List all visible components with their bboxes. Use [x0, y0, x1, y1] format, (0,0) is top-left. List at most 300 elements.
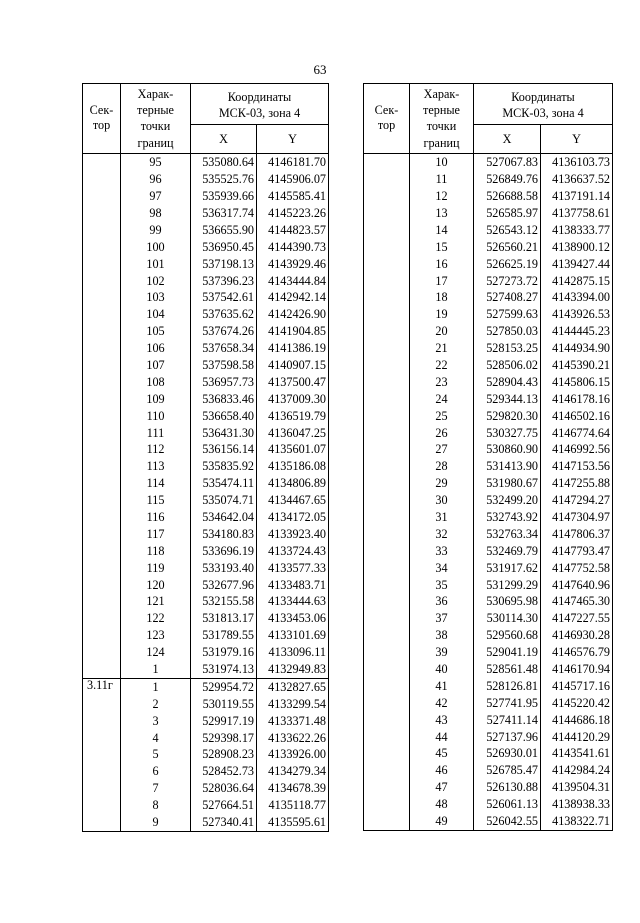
y-cell: 4146930.28: [541, 627, 613, 644]
header-x: X: [474, 124, 541, 153]
x-cell: 536156.14: [191, 441, 257, 458]
table-row: [83, 475, 329, 492]
x-cell: 535080.64: [191, 153, 257, 170]
sector-cell: [364, 475, 410, 492]
y-cell: 4147153.56: [541, 458, 613, 475]
y-cell: 4147304.97: [541, 509, 613, 526]
y-cell: 4141386.19: [257, 340, 329, 357]
y-cell: 4142942.14: [257, 289, 329, 306]
table-row: [83, 171, 329, 188]
y-cell: 4133453.06: [257, 610, 329, 627]
table-row: [83, 644, 329, 661]
x-cell: 536658.40: [191, 407, 257, 424]
x-cell: 527067.83: [474, 153, 541, 170]
point-cell: 102: [121, 272, 191, 289]
sector-cell: [83, 255, 121, 272]
x-cell: 528908.23: [191, 746, 257, 763]
point-cell: 115: [121, 492, 191, 509]
sector-cell: [83, 306, 121, 323]
sector-cell: [83, 390, 121, 407]
sector-cell: [83, 593, 121, 610]
header-y: Y: [541, 124, 613, 153]
table-body-right: [364, 153, 613, 830]
y-cell: 4142875.15: [541, 272, 613, 289]
point-cell: 98: [121, 205, 191, 222]
point-cell: 99: [121, 222, 191, 239]
y-cell: 4143444.84: [257, 272, 329, 289]
y-cell: 4137758.61: [541, 205, 613, 222]
y-cell: 4147793.47: [541, 542, 613, 559]
x-cell: 537396.23: [191, 272, 257, 289]
y-cell: 4133724.43: [257, 542, 329, 559]
y-cell: 4138938.33: [541, 796, 613, 813]
table-row: [364, 492, 613, 509]
sector-cell: [364, 694, 410, 711]
y-cell: 4144934.90: [541, 340, 613, 357]
table-row: [83, 576, 329, 593]
point-cell: 119: [121, 559, 191, 576]
y-cell: 4138322.71: [541, 813, 613, 830]
point-cell: 97: [121, 188, 191, 205]
point-cell: 38: [410, 627, 474, 644]
point-cell: 116: [121, 509, 191, 526]
y-cell: 4133299.54: [257, 695, 329, 712]
sector-cell: [83, 559, 121, 576]
x-cell: 532677.96: [191, 576, 257, 593]
point-cell: 29: [410, 475, 474, 492]
table-row: [364, 357, 613, 374]
table-row: [83, 205, 329, 222]
sector-cell: [364, 153, 410, 170]
y-cell: 4137009.30: [257, 390, 329, 407]
table-row: [83, 526, 329, 543]
y-cell: 4135601.07: [257, 441, 329, 458]
y-cell: 4145220.42: [541, 694, 613, 711]
x-cell: 535835.92: [191, 458, 257, 475]
sector-cell: [364, 238, 410, 255]
sector-cell: [364, 272, 410, 289]
table-row: [83, 627, 329, 644]
page-number: 63: [313, 62, 327, 77]
x-cell: 526785.47: [474, 762, 541, 779]
table-row: [364, 779, 613, 796]
x-cell: 528452.73: [191, 763, 257, 780]
y-cell: 4133444.63: [257, 593, 329, 610]
header-sector: Сек- тор: [83, 84, 121, 154]
point-cell: 33: [410, 542, 474, 559]
table-row: [364, 559, 613, 576]
point-cell: 49: [410, 813, 474, 830]
x-cell: 530327.75: [474, 424, 541, 441]
sector-cell: [83, 492, 121, 509]
point-cell: 8: [121, 797, 191, 814]
y-cell: 4133096.11: [257, 644, 329, 661]
table-row: [83, 188, 329, 205]
y-cell: 4133923.40: [257, 526, 329, 543]
table-row: [83, 678, 329, 695]
point-cell: 13: [410, 205, 474, 222]
table-row: [364, 205, 613, 222]
point-cell: 30: [410, 492, 474, 509]
x-cell: 534180.83: [191, 526, 257, 543]
sector-cell: [364, 458, 410, 475]
x-cell: 536950.45: [191, 238, 257, 255]
point-cell: 25: [410, 407, 474, 424]
sector-cell: [364, 390, 410, 407]
table-row: [83, 357, 329, 374]
x-cell: 530119.55: [191, 695, 257, 712]
sector-cell: [83, 374, 121, 391]
y-cell: 4136519.79: [257, 407, 329, 424]
x-cell: 527137.96: [474, 728, 541, 745]
table-row: [83, 492, 329, 509]
table-row: [83, 272, 329, 289]
x-cell: 532499.20: [474, 492, 541, 509]
point-cell: 35: [410, 576, 474, 593]
x-cell: 535525.76: [191, 171, 257, 188]
table-row: [83, 797, 329, 814]
header-x: X: [191, 124, 257, 153]
sector-cell: [83, 153, 121, 170]
x-cell: 526130.88: [474, 779, 541, 796]
sector-cell: [364, 644, 410, 661]
y-cell: 4135118.77: [257, 797, 329, 814]
sector-cell: [83, 542, 121, 559]
point-cell: 9: [121, 814, 191, 831]
table-row: [83, 390, 329, 407]
table-row: [364, 323, 613, 340]
sector-cell: [364, 357, 410, 374]
sector-cell: [364, 441, 410, 458]
point-cell: 118: [121, 542, 191, 559]
point-cell: 7: [121, 780, 191, 797]
table-row: [364, 289, 613, 306]
point-cell: 95: [121, 153, 191, 170]
y-cell: 4143929.46: [257, 255, 329, 272]
x-cell: 530114.30: [474, 610, 541, 627]
y-cell: 4146576.79: [541, 644, 613, 661]
y-cell: 4146992.56: [541, 441, 613, 458]
sector-cell: [83, 695, 121, 712]
x-cell: 535939.66: [191, 188, 257, 205]
y-cell: 4133101.69: [257, 627, 329, 644]
x-cell: 536655.90: [191, 222, 257, 239]
point-cell: 40: [410, 661, 474, 678]
point-cell: 106: [121, 340, 191, 357]
table-row: [364, 424, 613, 441]
table-row: [364, 374, 613, 391]
table-row: [83, 509, 329, 526]
y-cell: 4144120.29: [541, 728, 613, 745]
point-cell: 3: [121, 712, 191, 729]
y-cell: 4147465.30: [541, 593, 613, 610]
sector-cell: 3.11г: [83, 678, 121, 695]
table-row: [364, 526, 613, 543]
x-cell: 529344.13: [474, 390, 541, 407]
table-row: [83, 610, 329, 627]
sector-cell: [83, 644, 121, 661]
table-row: [83, 593, 329, 610]
point-cell: 24: [410, 390, 474, 407]
point-cell: 103: [121, 289, 191, 306]
sector-cell: [83, 610, 121, 627]
y-cell: 4144390.73: [257, 238, 329, 255]
point-cell: 112: [121, 441, 191, 458]
point-cell: 121: [121, 593, 191, 610]
table-row: [364, 762, 613, 779]
x-cell: 527273.72: [474, 272, 541, 289]
y-cell: 4134678.39: [257, 780, 329, 797]
x-cell: 528561.48: [474, 661, 541, 678]
table-row: [364, 458, 613, 475]
x-cell: 537635.62: [191, 306, 257, 323]
x-cell: 526688.58: [474, 188, 541, 205]
y-cell: 4139504.31: [541, 779, 613, 796]
x-cell: 527340.41: [191, 814, 257, 831]
point-cell: 10: [410, 153, 474, 170]
point-cell: 20: [410, 323, 474, 340]
point-cell: 39: [410, 644, 474, 661]
table-row: [364, 188, 613, 205]
sector-cell: [364, 323, 410, 340]
point-cell: 28: [410, 458, 474, 475]
table-row: [364, 475, 613, 492]
point-cell: 45: [410, 745, 474, 762]
sector-cell: [364, 289, 410, 306]
y-cell: 4145223.26: [257, 205, 329, 222]
y-cell: 4144445.23: [541, 323, 613, 340]
point-cell: 19: [410, 306, 474, 323]
sector-cell: [364, 374, 410, 391]
y-cell: 4138900.12: [541, 238, 613, 255]
y-cell: 4141904.85: [257, 323, 329, 340]
x-cell: 531813.17: [191, 610, 257, 627]
table-row: [364, 340, 613, 357]
header-sector: Сек- тор: [364, 84, 410, 154]
table-row: [364, 272, 613, 289]
table-row: [364, 509, 613, 526]
x-cell: 528506.02: [474, 357, 541, 374]
x-cell: 527599.63: [474, 306, 541, 323]
point-cell: 107: [121, 357, 191, 374]
header-y: Y: [257, 124, 329, 153]
sector-cell: [83, 627, 121, 644]
point-cell: 23: [410, 374, 474, 391]
y-cell: 4134172.05: [257, 509, 329, 526]
sector-cell: [364, 661, 410, 678]
y-cell: 4146178.16: [541, 390, 613, 407]
sector-cell: [83, 171, 121, 188]
x-cell: 536957.73: [191, 374, 257, 391]
sector-cell: [83, 205, 121, 222]
header-coordinates: Координаты МСК-03, зона 4: [474, 84, 613, 125]
x-cell: 536833.46: [191, 390, 257, 407]
sector-cell: [364, 542, 410, 559]
sector-cell: [364, 509, 410, 526]
y-cell: 4133371.48: [257, 712, 329, 729]
y-cell: 4143541.61: [541, 745, 613, 762]
table-row: [364, 678, 613, 695]
point-cell: 48: [410, 796, 474, 813]
y-cell: 4145906.07: [257, 171, 329, 188]
x-cell: 532743.92: [474, 509, 541, 526]
table-row: [364, 441, 613, 458]
x-cell: 537598.58: [191, 357, 257, 374]
x-cell: 527741.95: [474, 694, 541, 711]
table-row: [83, 559, 329, 576]
table-row: [364, 576, 613, 593]
sector-cell: [364, 796, 410, 813]
y-cell: 4145585.41: [257, 188, 329, 205]
sector-cell: [364, 222, 410, 239]
table-row: [364, 390, 613, 407]
sector-cell: [364, 593, 410, 610]
x-cell: 533696.19: [191, 542, 257, 559]
sector-cell: [83, 357, 121, 374]
table-row: [364, 255, 613, 272]
point-cell: 111: [121, 424, 191, 441]
sector-cell: [83, 509, 121, 526]
sector-cell: [364, 711, 410, 728]
point-cell: 44: [410, 728, 474, 745]
sector-cell: [83, 780, 121, 797]
point-cell: 34: [410, 559, 474, 576]
sector-cell: [364, 745, 410, 762]
sector-cell: [364, 340, 410, 357]
y-cell: 4132827.65: [257, 678, 329, 695]
sector-cell: [364, 526, 410, 543]
x-cell: 534642.04: [191, 509, 257, 526]
table-row: [83, 424, 329, 441]
point-cell: 12: [410, 188, 474, 205]
sector-cell: [83, 340, 121, 357]
y-cell: 4134467.65: [257, 492, 329, 509]
x-cell: 532763.34: [474, 526, 541, 543]
sector-cell: [83, 407, 121, 424]
table-row: [83, 746, 329, 763]
x-cell: 530695.98: [474, 593, 541, 610]
point-cell: 104: [121, 306, 191, 323]
sector-cell: [83, 661, 121, 678]
y-cell: 4144823.57: [257, 222, 329, 239]
table-row: [364, 644, 613, 661]
y-cell: 4133577.33: [257, 559, 329, 576]
coordinates-table-left: [82, 83, 329, 832]
point-cell: 117: [121, 526, 191, 543]
x-cell: 526061.13: [474, 796, 541, 813]
sector-cell: [364, 188, 410, 205]
table-row: [364, 661, 613, 678]
point-cell: 2: [121, 695, 191, 712]
table-row: [364, 728, 613, 745]
y-cell: 4134806.89: [257, 475, 329, 492]
x-cell: 530860.90: [474, 441, 541, 458]
x-cell: 531413.90: [474, 458, 541, 475]
sector-cell: [364, 627, 410, 644]
x-cell: 529041.19: [474, 644, 541, 661]
point-cell: 11: [410, 171, 474, 188]
table-row: [83, 712, 329, 729]
point-cell: 109: [121, 390, 191, 407]
x-cell: 528153.25: [474, 340, 541, 357]
table-row: [83, 780, 329, 797]
y-cell: 4133926.00: [257, 746, 329, 763]
table-row: [83, 695, 329, 712]
sector-cell: [83, 238, 121, 255]
table-row: [364, 610, 613, 627]
table-row: [83, 661, 329, 678]
y-cell: 4133622.26: [257, 729, 329, 746]
y-cell: 4147255.88: [541, 475, 613, 492]
sector-cell: [83, 222, 121, 239]
point-cell: 17: [410, 272, 474, 289]
sector-cell: [364, 306, 410, 323]
table-row: [364, 407, 613, 424]
x-cell: 527850.03: [474, 323, 541, 340]
point-cell: 21: [410, 340, 474, 357]
sector-cell: [364, 610, 410, 627]
y-cell: 4136103.73: [541, 153, 613, 170]
table-row: [83, 407, 329, 424]
point-cell: 108: [121, 374, 191, 391]
point-cell: 6: [121, 763, 191, 780]
table-row: [83, 289, 329, 306]
table-row: [364, 694, 613, 711]
header-points: Харак- терные точки границ: [410, 84, 474, 154]
x-cell: 532469.79: [474, 542, 541, 559]
point-cell: 32: [410, 526, 474, 543]
sector-cell: [83, 729, 121, 746]
point-cell: 18: [410, 289, 474, 306]
sector-cell: [83, 272, 121, 289]
table-row: [83, 306, 329, 323]
table-row: [83, 153, 329, 170]
x-cell: 537674.26: [191, 323, 257, 340]
y-cell: 4142426.90: [257, 306, 329, 323]
point-cell: 43: [410, 711, 474, 728]
point-cell: 22: [410, 357, 474, 374]
y-cell: 4145717.16: [541, 678, 613, 695]
sector-cell: [364, 779, 410, 796]
y-cell: 4134279.34: [257, 763, 329, 780]
point-cell: 110: [121, 407, 191, 424]
x-cell: 535074.71: [191, 492, 257, 509]
point-cell: 41: [410, 678, 474, 695]
sector-cell: [83, 323, 121, 340]
sector-cell: [364, 171, 410, 188]
x-cell: 527664.51: [191, 797, 257, 814]
table-row: [83, 458, 329, 475]
y-cell: 4137500.47: [257, 374, 329, 391]
y-cell: 4143926.53: [541, 306, 613, 323]
x-cell: 529820.30: [474, 407, 541, 424]
y-cell: 4146502.16: [541, 407, 613, 424]
point-cell: 14: [410, 222, 474, 239]
sector-cell: [83, 746, 121, 763]
table-row: [364, 796, 613, 813]
coordinates-table-right: [363, 83, 613, 831]
y-cell: 4133483.71: [257, 576, 329, 593]
x-cell: 536431.30: [191, 424, 257, 441]
x-cell: 526930.01: [474, 745, 541, 762]
table-row: [364, 711, 613, 728]
x-cell: 526543.12: [474, 222, 541, 239]
x-cell: 533193.40: [191, 559, 257, 576]
table-row: [364, 813, 613, 830]
sector-cell: [83, 814, 121, 831]
sector-cell: [83, 712, 121, 729]
point-cell: 124: [121, 644, 191, 661]
